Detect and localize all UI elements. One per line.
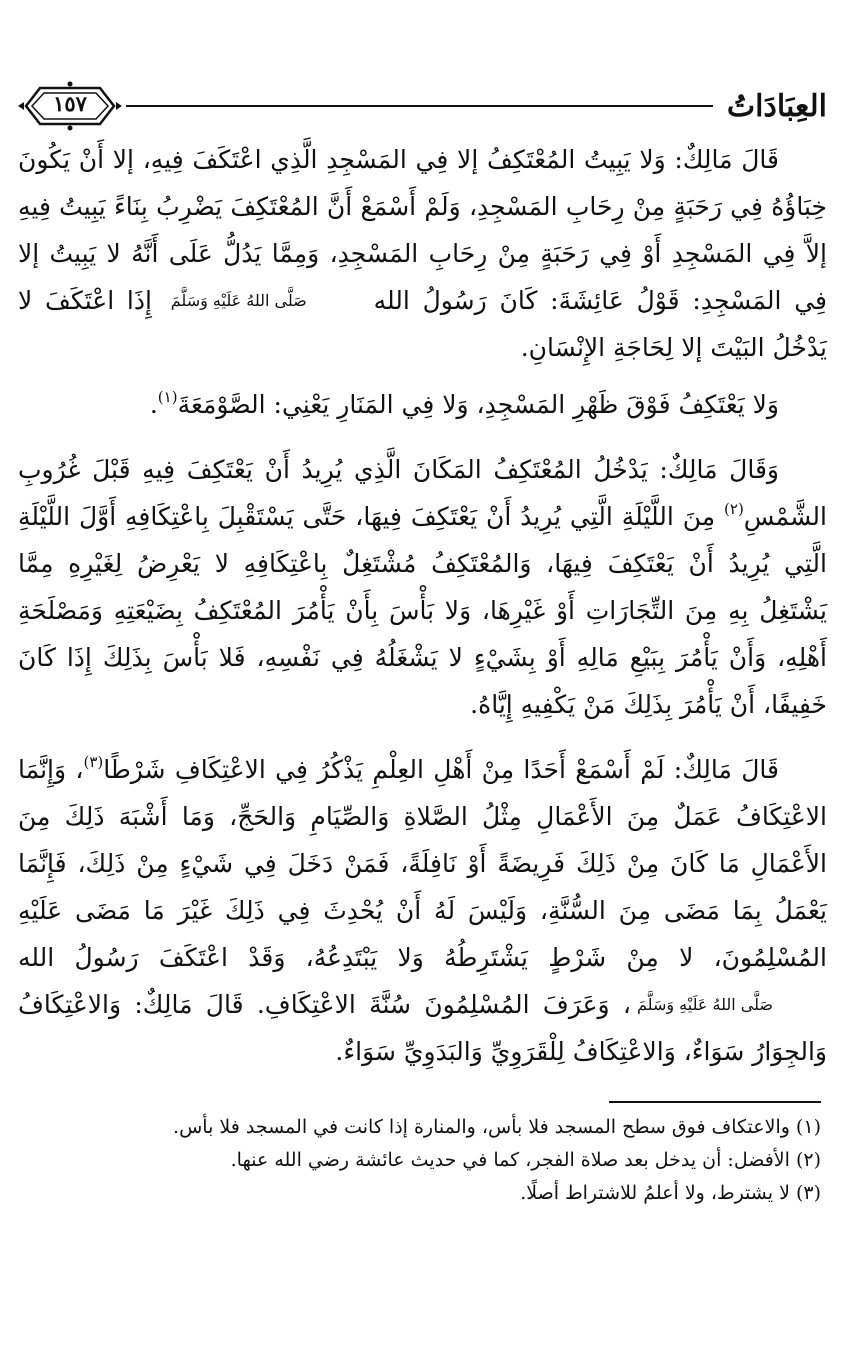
footnote-ref-1: (١) — [157, 388, 178, 406]
paragraph-2 — [18, 381, 827, 428]
paragraph-4-text-end: ، وَعَرَفَ المُسْلِمُونَ سُنَّةَ الاعْتِكَافِ. قَالَ مَالِكٌ: وَالاعْتِكَافُ وَالجِوَارُ سَوَاءٌ، وَالاعْتِكَافُ لِلْقَرَوِيِّ وَالبَدَوِيِّ سَوَاءٌ. — [18, 990, 827, 1066]
page-header — [18, 78, 827, 134]
paragraph-4-text-mid: ، وَإِنَّمَا الاعْتِكَافُ عَمَلٌ مِنَ الأَعْمَالِ مِثْلُ الصَّلاةِ وَالصِّيَامِ وَالحَجِّ، وَمَا أَشْبَهَ ذَلِكَ مِنَ الأَعْمَالِ مَا كَانَ مِنْ ذَلِكَ فَرِيضَةً أَوْ نَافِلَةً، فَمَنْ دَخَلَ فِي شَيْءٍ مِنْ ذَلِكَ، فَإِنَّمَا يَعْمَلُ بِمَا مَضَى مِنَ السُّنَّةِ، وَلَيْسَ لَهُ أَنْ يُحْدِثَ فِي ذَلِكَ غَيْرَ مَا مَضَى عَلَيْهِ المُسْلِمُونَ، لا مِنْ شَرْطٍ يَشْتَرِطُهُ وَلا يَبْتَدِعُهُ، وَقَدْ اعْتَكَفَ رَسُولُ الله — [18, 755, 827, 972]
paragraph-3 — [18, 446, 827, 728]
running-title: العِبَادَاتُ — [726, 88, 827, 124]
paragraph-1-text-end: إِذَا اعْتَكَفَ لا يَدْخُلُ البَيْتَ إلا لِحَاجَةِ الإِنْسَانِ. — [18, 286, 827, 362]
footnotes — [18, 1111, 827, 1210]
salawat-glyph: صَلَّى اللهُ عَلَيْهِ وَسَلَّمَ — [170, 291, 307, 310]
footnote-2: (٢) الأفضل: أن يدخل بعد صلاة الفجر، كما في حديث عائشة رضي الله عنها. — [230, 1149, 821, 1171]
footnote-separator — [609, 1101, 821, 1103]
page-number-ornament — [18, 80, 122, 132]
paragraph-3-text: وَقَالَ مَالِكٌ: يَدْخُلُ المُعْتَكِفُ المَكَانَ الَّذِي يُرِيدُ أَنْ يَعْتَكِفَ فِيهِ قَبْلَ غُرُوبِ الشَّمْسِ — [18, 455, 827, 531]
header-rule — [126, 105, 713, 107]
page-number: ١٥٧ — [53, 91, 87, 116]
paragraph-2-end: . — [149, 390, 158, 419]
paragraph-3-text-end: مِنَ اللَّيْلَةِ الَّتِي يُرِيدُ أَنْ يَعْتَكِفَ فِيهَا، حَتَّى يَسْتَقْبِلَ بِاعْتِكَافِهِ أَوَّلَ اللَّيْلَةِ الَّتِي يُرِيدُ أَنْ يَعْتَكِفَ فِيهَا، وَالمُعْتَكِفُ مُشْتَغِلٌ بِاعْتِكَافِهِ لا يَعْرِضُ لِغَيْرِهِ مِمَّا يَشْتَغِلُ بِهِ مِنَ التِّجَارَاتِ أَوْ غَيْرِهَا، وَلا بَأْسَ بِأَنْ يَأْمُرَ المُعْتَكِفُ بِضَيْعَتِهِ وَمَصْلَحَةِ أَهْلِهِ، وَأَنْ يَأْمُرَ بِبَيْعِ مَالِهِ أَوْ بِشَيْءٍ لا يَشْغَلُهُ فِي نَفْسِهِ، فَلا بَأْسَ بِذَلِكَ إِذَا كَانَ خَفِيفًا، أَنْ يَأْمُرَ بِذَلِكَ مَنْ يَكْفِيهِ إِيَّاهُ. — [18, 502, 827, 719]
main-text — [18, 136, 827, 1075]
paragraph-2-text: وَلا يَعْتَكِفُ فَوْقَ ظَهْرِ المَسْجِدِ، وَلا فِي المَنَارِ يَعْنِي: الصَّوْمَعَةَ — [177, 390, 779, 419]
paragraph-4-text: قَالَ مَالِكٌ: لَمْ أَسْمَعْ أَحَدًا مِنْ أَهْلِ العِلْمِ يَذْكُرُ فِي الاعْتِكَافِ شَرْطًا — [103, 755, 779, 784]
paragraph-4 — [18, 746, 827, 1075]
paragraph-1 — [18, 136, 827, 371]
footnote-ref-3: (٣) — [83, 753, 104, 771]
footnote-ref-2: (٢) — [724, 500, 744, 518]
salawat-glyph: صَلَّى اللهُ عَلَيْهِ وَسَلَّمَ — [637, 995, 773, 1014]
footnote-3: (٣) لا يشترط، ولا أعلمُ للاشتراط أصلًا. — [520, 1182, 821, 1204]
footnote-1: (١) والاعتكاف فوق سطح المسجد فلا بأس، والمنارة إذا كانت في المسجد فلا بأس. — [173, 1116, 821, 1138]
paragraph-1-text: قَالَ مَالِكٌ: وَلا يَبِيتُ المُعْتَكِفُ إلا فِي المَسْجِدِ الَّذِي اعْتَكَفَ فِيهِ، إلا أَنْ يَكُونَ خِبَاؤُهُ فِي رَحَبَةٍ مِنْ رِحَابِ المَسْجِدِ، وَلَمْ أَسْمَعْ أَنَّ المُعْتَكِفَ يَضْرِبُ بِنَاءً يَبِيتُ فِيهِ إلاَّ فِي المَسْجِدِ أَوْ فِي رَحَبَةٍ مِنْ رِحَابِ المَسْجِدِ، وَمِمَّا يَدُلُّ عَلَى أَنَّهُ لا يَبِيتُ إلا فِي المَسْجِدِ: قَوْلُ عَائِشَةَ: كَانَ رَسُولُ الله — [18, 145, 827, 315]
